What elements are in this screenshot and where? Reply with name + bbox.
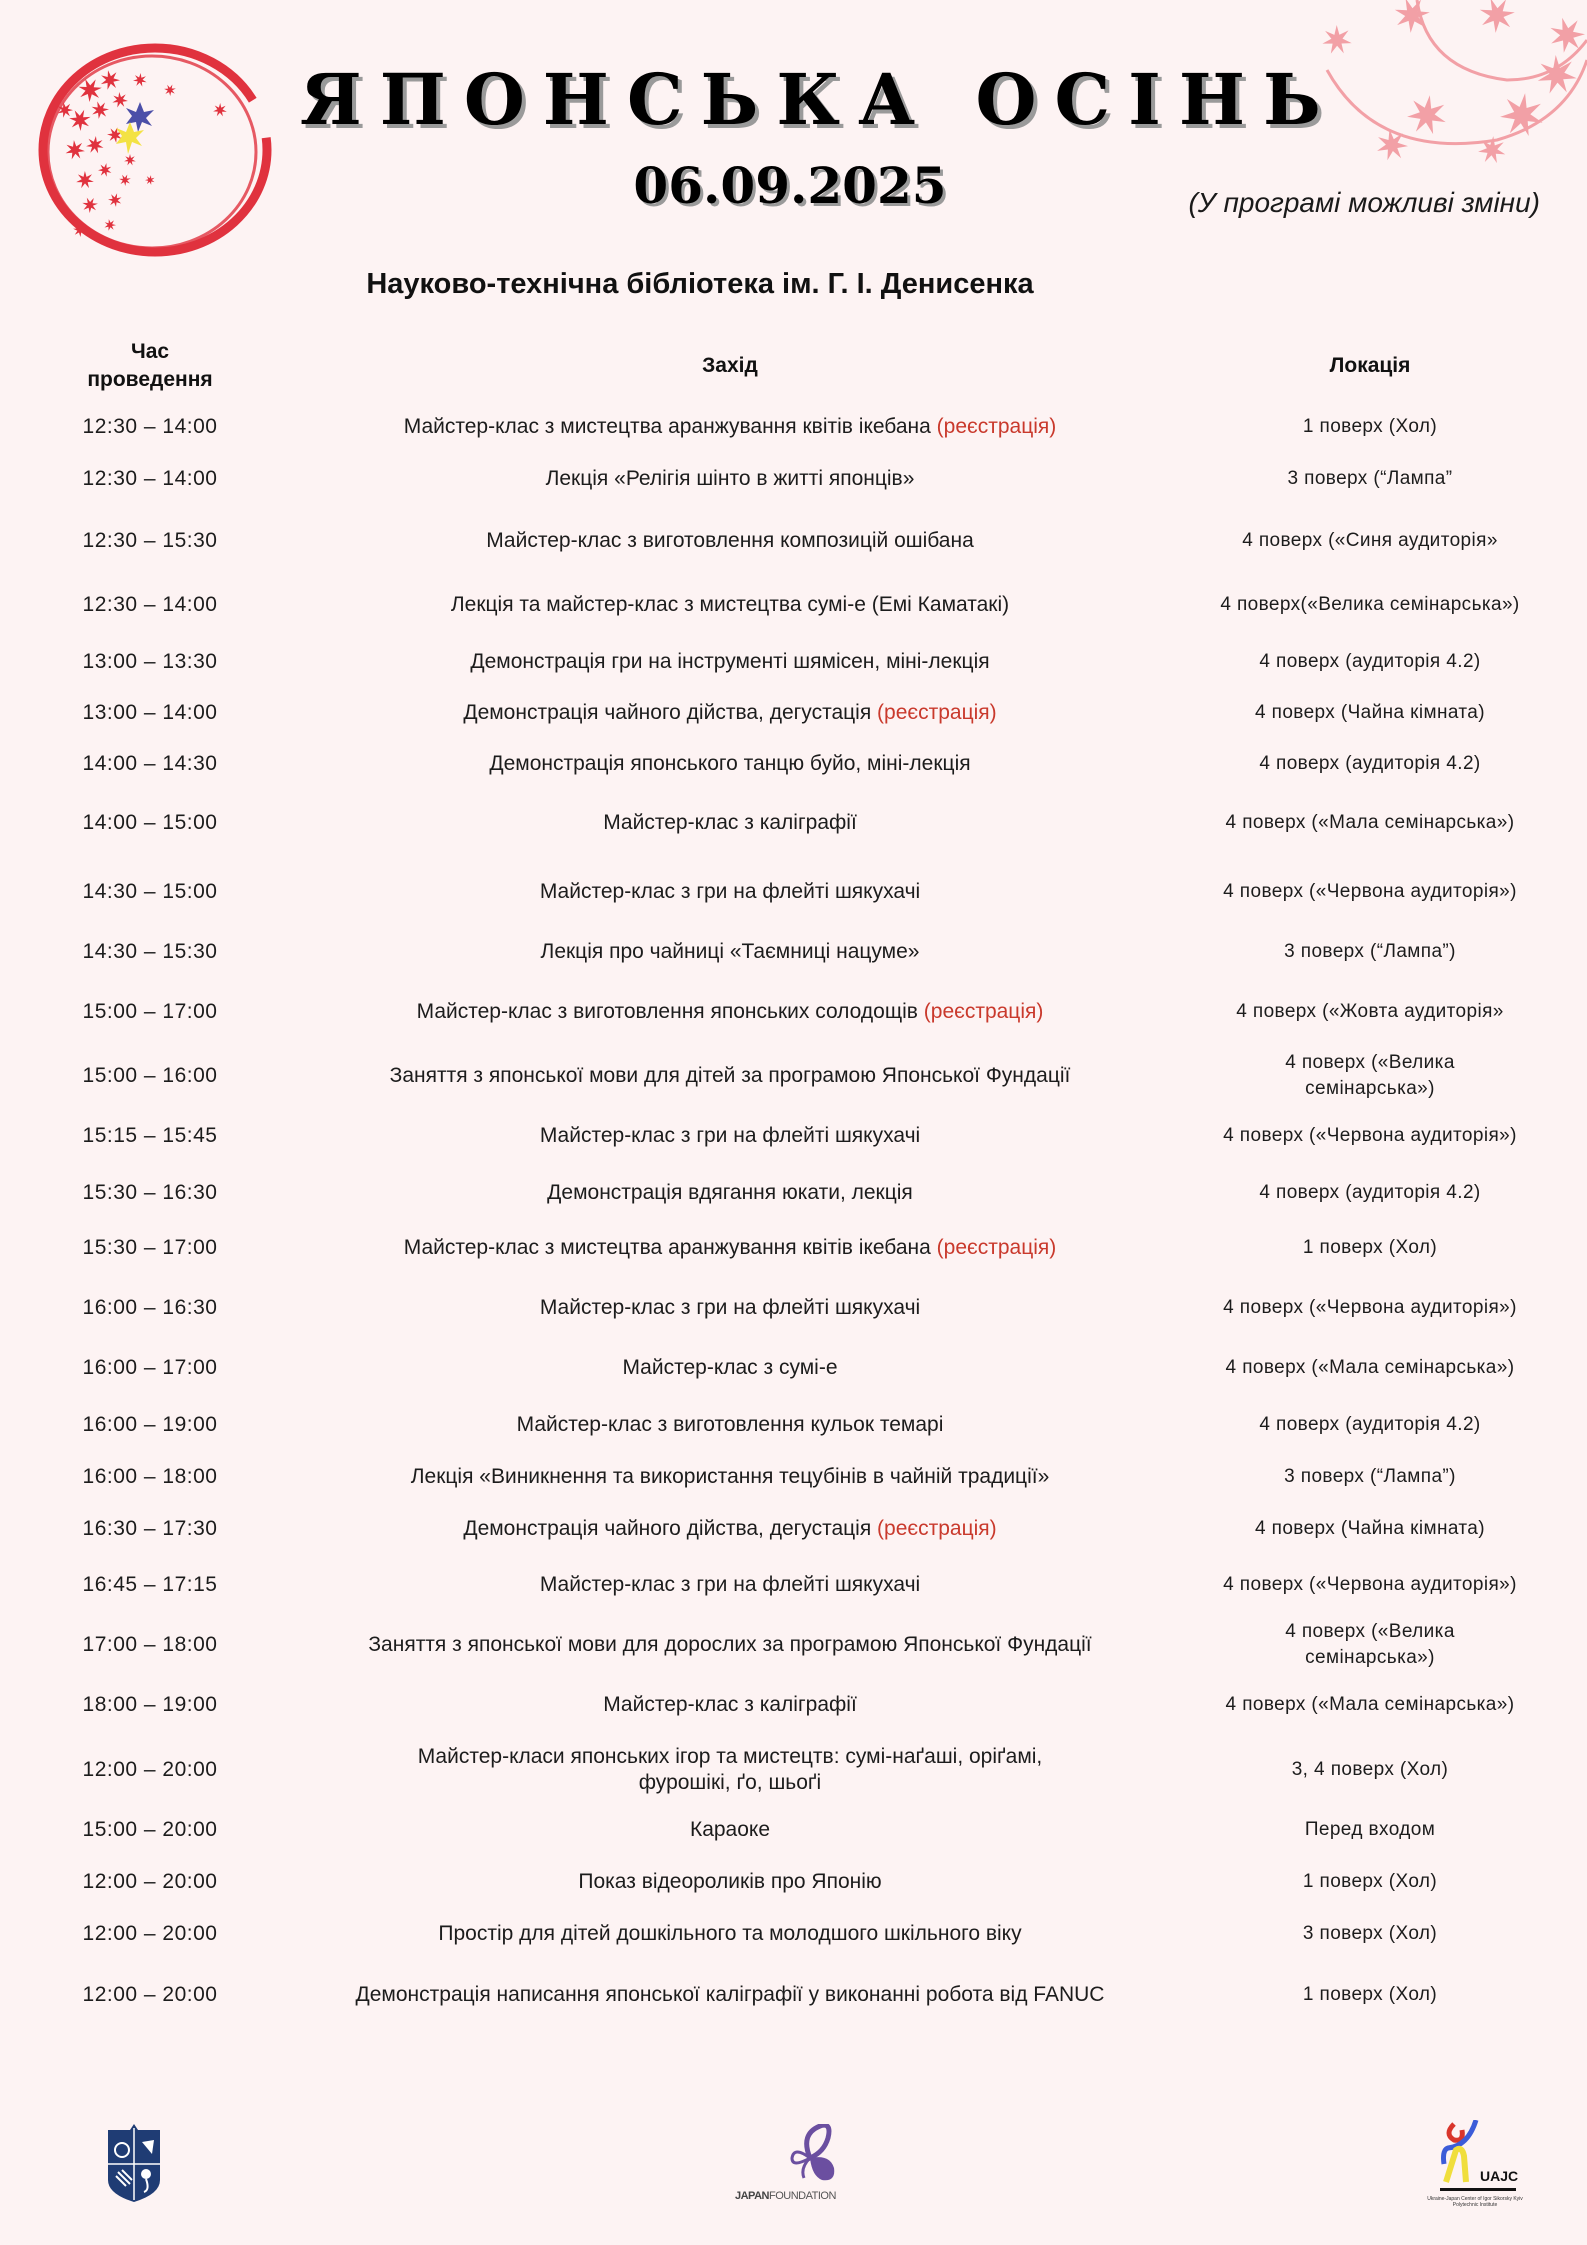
registration-link[interactable]: (реєстрація) (877, 1517, 997, 1540)
row-location: 4 поверх (Чайна кімната) (1254, 1518, 1485, 1539)
registration-link[interactable]: (реєстрація) (923, 1000, 1044, 1023)
red-maple-leaf-icon (112, 92, 128, 108)
row-time: 12:00 – 20:00 (82, 1758, 218, 1781)
row-event-title: Демонстрація гри на інструменті шямісен, міні-лекція (470, 650, 990, 673)
row-time: 15:30 – 16:30 (82, 1181, 218, 1204)
row-event (250, 1295, 1210, 1321)
red-maple-leaf-icon (213, 103, 227, 116)
row-event-title: Лекція та майстер-клас з мистецтва сумі-е (Емі Каматакі) (450, 593, 1010, 616)
schedule-change-note: (У програмі можливі зміни) (1188, 187, 1540, 218)
row-time: 16:00 – 19:00 (82, 1413, 218, 1436)
row-location: 4 поверх («Червона аудиторія») (1223, 1297, 1517, 1318)
row-event (250, 1464, 1210, 1490)
row-location: 3, 4 поверх (Хол) (1291, 1759, 1449, 1780)
row-event-title: Лекція «Виникнення та використання тецубінів в чайній традиції» (410, 1465, 1050, 1488)
row-event-title: Заняття з японської мови для дітей за програмою Японської Фундації (389, 1064, 1071, 1087)
row-event-title: Демонстрація написання японської каліграфії у виконанні робота від FANUC (355, 1983, 1105, 2006)
row-time: 18:00 – 19:00 (82, 1693, 218, 1716)
row-time: 14:00 – 14:30 (82, 752, 218, 775)
row-event-title: Майстер-клас з гри на флейті шякухачі (539, 1124, 921, 1147)
row-event (250, 999, 1210, 1025)
row-time: 15:15 – 15:45 (82, 1124, 218, 1147)
row-event-title: Заняття з японської мови для дорослих за програмою Японської Фундації (368, 1633, 1092, 1656)
row-event-title: Демонстрація японського танцю буйо, міні-лекція (489, 752, 971, 775)
row-event (250, 1632, 1210, 1658)
row-event (370, 1744, 1090, 1796)
row-event-title: Караоке (689, 1818, 771, 1841)
red-maple-leaf-icon (86, 136, 103, 153)
row-event-title: Майстер-клас з гри на флейті шякухачі (539, 1573, 921, 1596)
row-event (250, 592, 1210, 618)
registration-link[interactable]: (реєстрація) (936, 1236, 1057, 1259)
row-time: 17:00 – 18:00 (82, 1633, 218, 1656)
red-maple-leaf-icon (101, 70, 120, 90)
row-event (250, 414, 1210, 440)
row-location: 1 поверх (Хол) (1302, 1984, 1438, 2005)
row-location: 3 поверх (“Лампа”) (1284, 1466, 1456, 1487)
row-time: 12:30 – 14:00 (82, 467, 218, 490)
row-event-title: Демонстрація вдягання юкати, лекція (547, 1181, 913, 1204)
row-time: 15:00 – 20:00 (82, 1818, 218, 1841)
row-event-title: Майстер-клас з мистецтва аранжування квітів ікебана (403, 415, 931, 438)
row-location: 4 поверх (аудиторія 4.2) (1259, 1182, 1481, 1203)
row-location: 3 поверх (“Лампа”) (1284, 941, 1456, 962)
row-location: 3 поверх (Хол) (1302, 1923, 1438, 1944)
row-location: Перед входом (1304, 1819, 1436, 1840)
row-location: 1 поверх (Хол) (1302, 1871, 1438, 1892)
row-location: 4 поверх (аудиторія 4.2) (1259, 1414, 1481, 1435)
row-event (250, 1412, 1210, 1438)
red-maple-leaf-icon (119, 175, 131, 187)
row-event (250, 1572, 1210, 1598)
maple-circle-logo (20, 30, 290, 270)
pink-maple-leaf-icon (1377, 129, 1408, 160)
row-event (250, 700, 1210, 726)
red-maple-leaf-icon (69, 110, 90, 131)
pink-maple-leaf-icon (1480, 0, 1515, 33)
row-time: 12:30 – 15:30 (82, 529, 218, 552)
pink-maple-branch-decoration (1297, 0, 1587, 170)
jf-wordmark-light: FOUNDATION (768, 2190, 836, 2202)
row-event (250, 1516, 1210, 1542)
row-time: 16:00 – 18:00 (82, 1465, 218, 1488)
column-header-time-line2: проведення (87, 368, 213, 391)
red-maple-leaf-icon (105, 219, 117, 231)
row-location: 3 поверх (“Лампа” (1287, 468, 1453, 489)
uajc-wordmark: UAJC (1480, 2168, 1519, 2184)
row-location: 4 поверх («Мала семінарська») (1225, 1357, 1515, 1378)
row-event-title: Майстер-клас з каліграфії (603, 811, 857, 834)
row-location: 4 поверх («Мала семінарська») (1225, 812, 1515, 833)
japan-foundation-wordmark (735, 2190, 835, 2202)
table-header (0, 336, 1587, 396)
row-time: 16:45 – 17:15 (82, 1573, 218, 1596)
page-title: ЯПОНСЬКА ОСІНЬ (300, 58, 1339, 141)
row-time: 14:00 – 15:00 (82, 811, 218, 834)
row-time: 12:30 – 14:00 (82, 415, 218, 438)
registration-link[interactable]: (реєстрація) (877, 701, 997, 724)
row-location: 4 поверх («Червона аудиторія») (1223, 881, 1517, 902)
red-maple-leaf-icon (98, 163, 111, 177)
row-location: 4 поверх (Чайна кімната) (1254, 702, 1485, 723)
column-header-time-line1: Час (130, 340, 170, 363)
row-time: 12:00 – 20:00 (82, 1922, 218, 1945)
row-event (250, 1692, 1210, 1718)
row-event-title: Демонстрація чайного дійства, дегустація (463, 1517, 872, 1540)
row-event (250, 1123, 1210, 1149)
row-location: 1 поверх (Хол) (1302, 1237, 1438, 1258)
row-location: 4 поверх(«Велика семінарська») (1220, 594, 1520, 615)
row-event-title: Демонстрація чайного дійства, дегустація (463, 701, 872, 724)
red-maple-leaf-icon (124, 154, 136, 165)
row-event (250, 528, 1210, 554)
row-event-title: Лекція про чайниці «Таємниці нацуме» (540, 940, 920, 963)
row-location: 4 поверх («Велика семінарська») (1285, 1621, 1455, 1668)
uajc-underline (1440, 2188, 1516, 2191)
red-maple-leaf-icon (108, 193, 122, 207)
row-time: 12:00 – 20:00 (82, 1870, 218, 1893)
red-maple-leaf-icon (82, 198, 98, 213)
row-event-title: Майстер-клас з каліграфії (603, 1693, 857, 1716)
row-event (250, 1921, 1210, 1947)
row-location: 4 поверх (аудиторія 4.2) (1259, 651, 1481, 672)
row-event-title: Майстер-клас з мистецтва аранжування квітів ікебана (403, 1236, 931, 1259)
uajc-subtitle: Ukraine-Japan Center of Igor Sikorsky Kyiv Polytechnic Institute (1427, 2196, 1523, 2208)
row-time: 12:30 – 14:00 (82, 593, 218, 616)
row-event-title: Майстер-клас з виготовлення композицій ошібана (486, 529, 974, 552)
registration-link[interactable]: (реєстрація) (936, 415, 1057, 438)
row-location: 4 поверх (аудиторія 4.2) (1259, 753, 1481, 774)
row-time: 13:00 – 14:00 (82, 701, 218, 724)
row-event-title: Простір для дітей дошкільного та молодшого шкільного віку (438, 1922, 1022, 1945)
row-event (250, 1355, 1210, 1381)
row-time: 16:30 – 17:30 (82, 1517, 218, 1540)
row-event-title: Майстер-клас з гри на флейті шякухачі (539, 1296, 921, 1319)
venue-name: Науково-технічна бібліотека ім. Г. І. Денисенка (366, 268, 1034, 300)
red-maple-leaf-icon (92, 101, 109, 119)
pink-maple-leaf-icon (1407, 95, 1446, 134)
row-location: 1 поверх (Хол) (1302, 416, 1438, 437)
row-event (290, 1982, 1170, 2008)
row-location: 4 поверх («Жовта аудиторія» (1236, 1001, 1504, 1022)
row-time: 16:00 – 17:00 (82, 1356, 218, 1379)
row-event (250, 939, 1210, 965)
red-maple-leaf-icon (76, 171, 94, 188)
uajc-figure-icon (1440, 2120, 1480, 2190)
row-event (250, 649, 1210, 675)
red-maple-leaf-icon (133, 73, 147, 87)
row-event-title: Майстер-клас з виготовлення кульок темарі (516, 1413, 944, 1436)
row-time: 15:00 – 17:00 (82, 1000, 218, 1023)
row-event (250, 1817, 1210, 1843)
red-maple-leaf-icon (164, 85, 176, 97)
row-time: 15:30 – 17:00 (82, 1236, 218, 1259)
row-location: 4 поверх («Мала семінарська») (1225, 1694, 1515, 1715)
row-event (250, 879, 1210, 905)
event-date: 06.09.2025 (633, 156, 947, 215)
row-event (250, 751, 1210, 777)
row-time: 15:00 – 16:00 (82, 1064, 218, 1087)
row-location: 4 поверх («Велика семінарська») (1285, 1052, 1455, 1099)
row-event-title: Показ відеороликів про Японію (578, 1870, 882, 1893)
column-header-event: Захід (702, 354, 758, 377)
japan-foundation-butterfly-icon (780, 2124, 850, 2186)
row-location: 4 поверх («Червона аудиторія») (1223, 1125, 1517, 1146)
row-event (250, 1235, 1210, 1261)
row-time: 14:30 – 15:30 (82, 940, 218, 963)
row-event-title: Майстер-клас з гри на флейті шякухачі (539, 880, 921, 903)
row-time: 13:00 – 13:30 (82, 650, 218, 673)
row-event (250, 466, 1210, 492)
row-event (250, 1063, 1210, 1089)
row-event-title: Лекція «Релігія шінто в житті японців» (545, 467, 915, 490)
column-header-time (60, 338, 240, 394)
row-time: 14:30 – 15:00 (82, 880, 218, 903)
red-maple-leaf-icon (66, 140, 85, 159)
column-header-location: Локація (1329, 354, 1411, 377)
row-event-title: Майстер-клас з виготовлення японських солодощів (416, 1000, 918, 1023)
row-location: 4 поверх («Червона аудиторія») (1223, 1574, 1517, 1595)
row-time: 12:00 – 20:00 (82, 1983, 218, 2006)
red-maple-leaf-icon (145, 175, 155, 185)
pink-maple-leaf-icon (1322, 25, 1351, 54)
row-event-title: Майстер-клас з сумі-е (622, 1356, 838, 1379)
jf-wordmark-bold: JAPAN (735, 2190, 769, 2202)
row-event (250, 1869, 1210, 1895)
row-location: 4 поверх («Синя аудиторія» (1242, 530, 1498, 551)
row-event-title: Майстер-класи японських ігор та мистецтв: сумі-наґаші, оріґамі, фурошікі, ґо, шьоґі (417, 1745, 1043, 1794)
row-event (250, 1180, 1210, 1206)
row-time: 16:00 – 16:30 (82, 1296, 218, 1319)
row-event (250, 810, 1210, 836)
kpi-shield-logo (106, 2124, 162, 2202)
